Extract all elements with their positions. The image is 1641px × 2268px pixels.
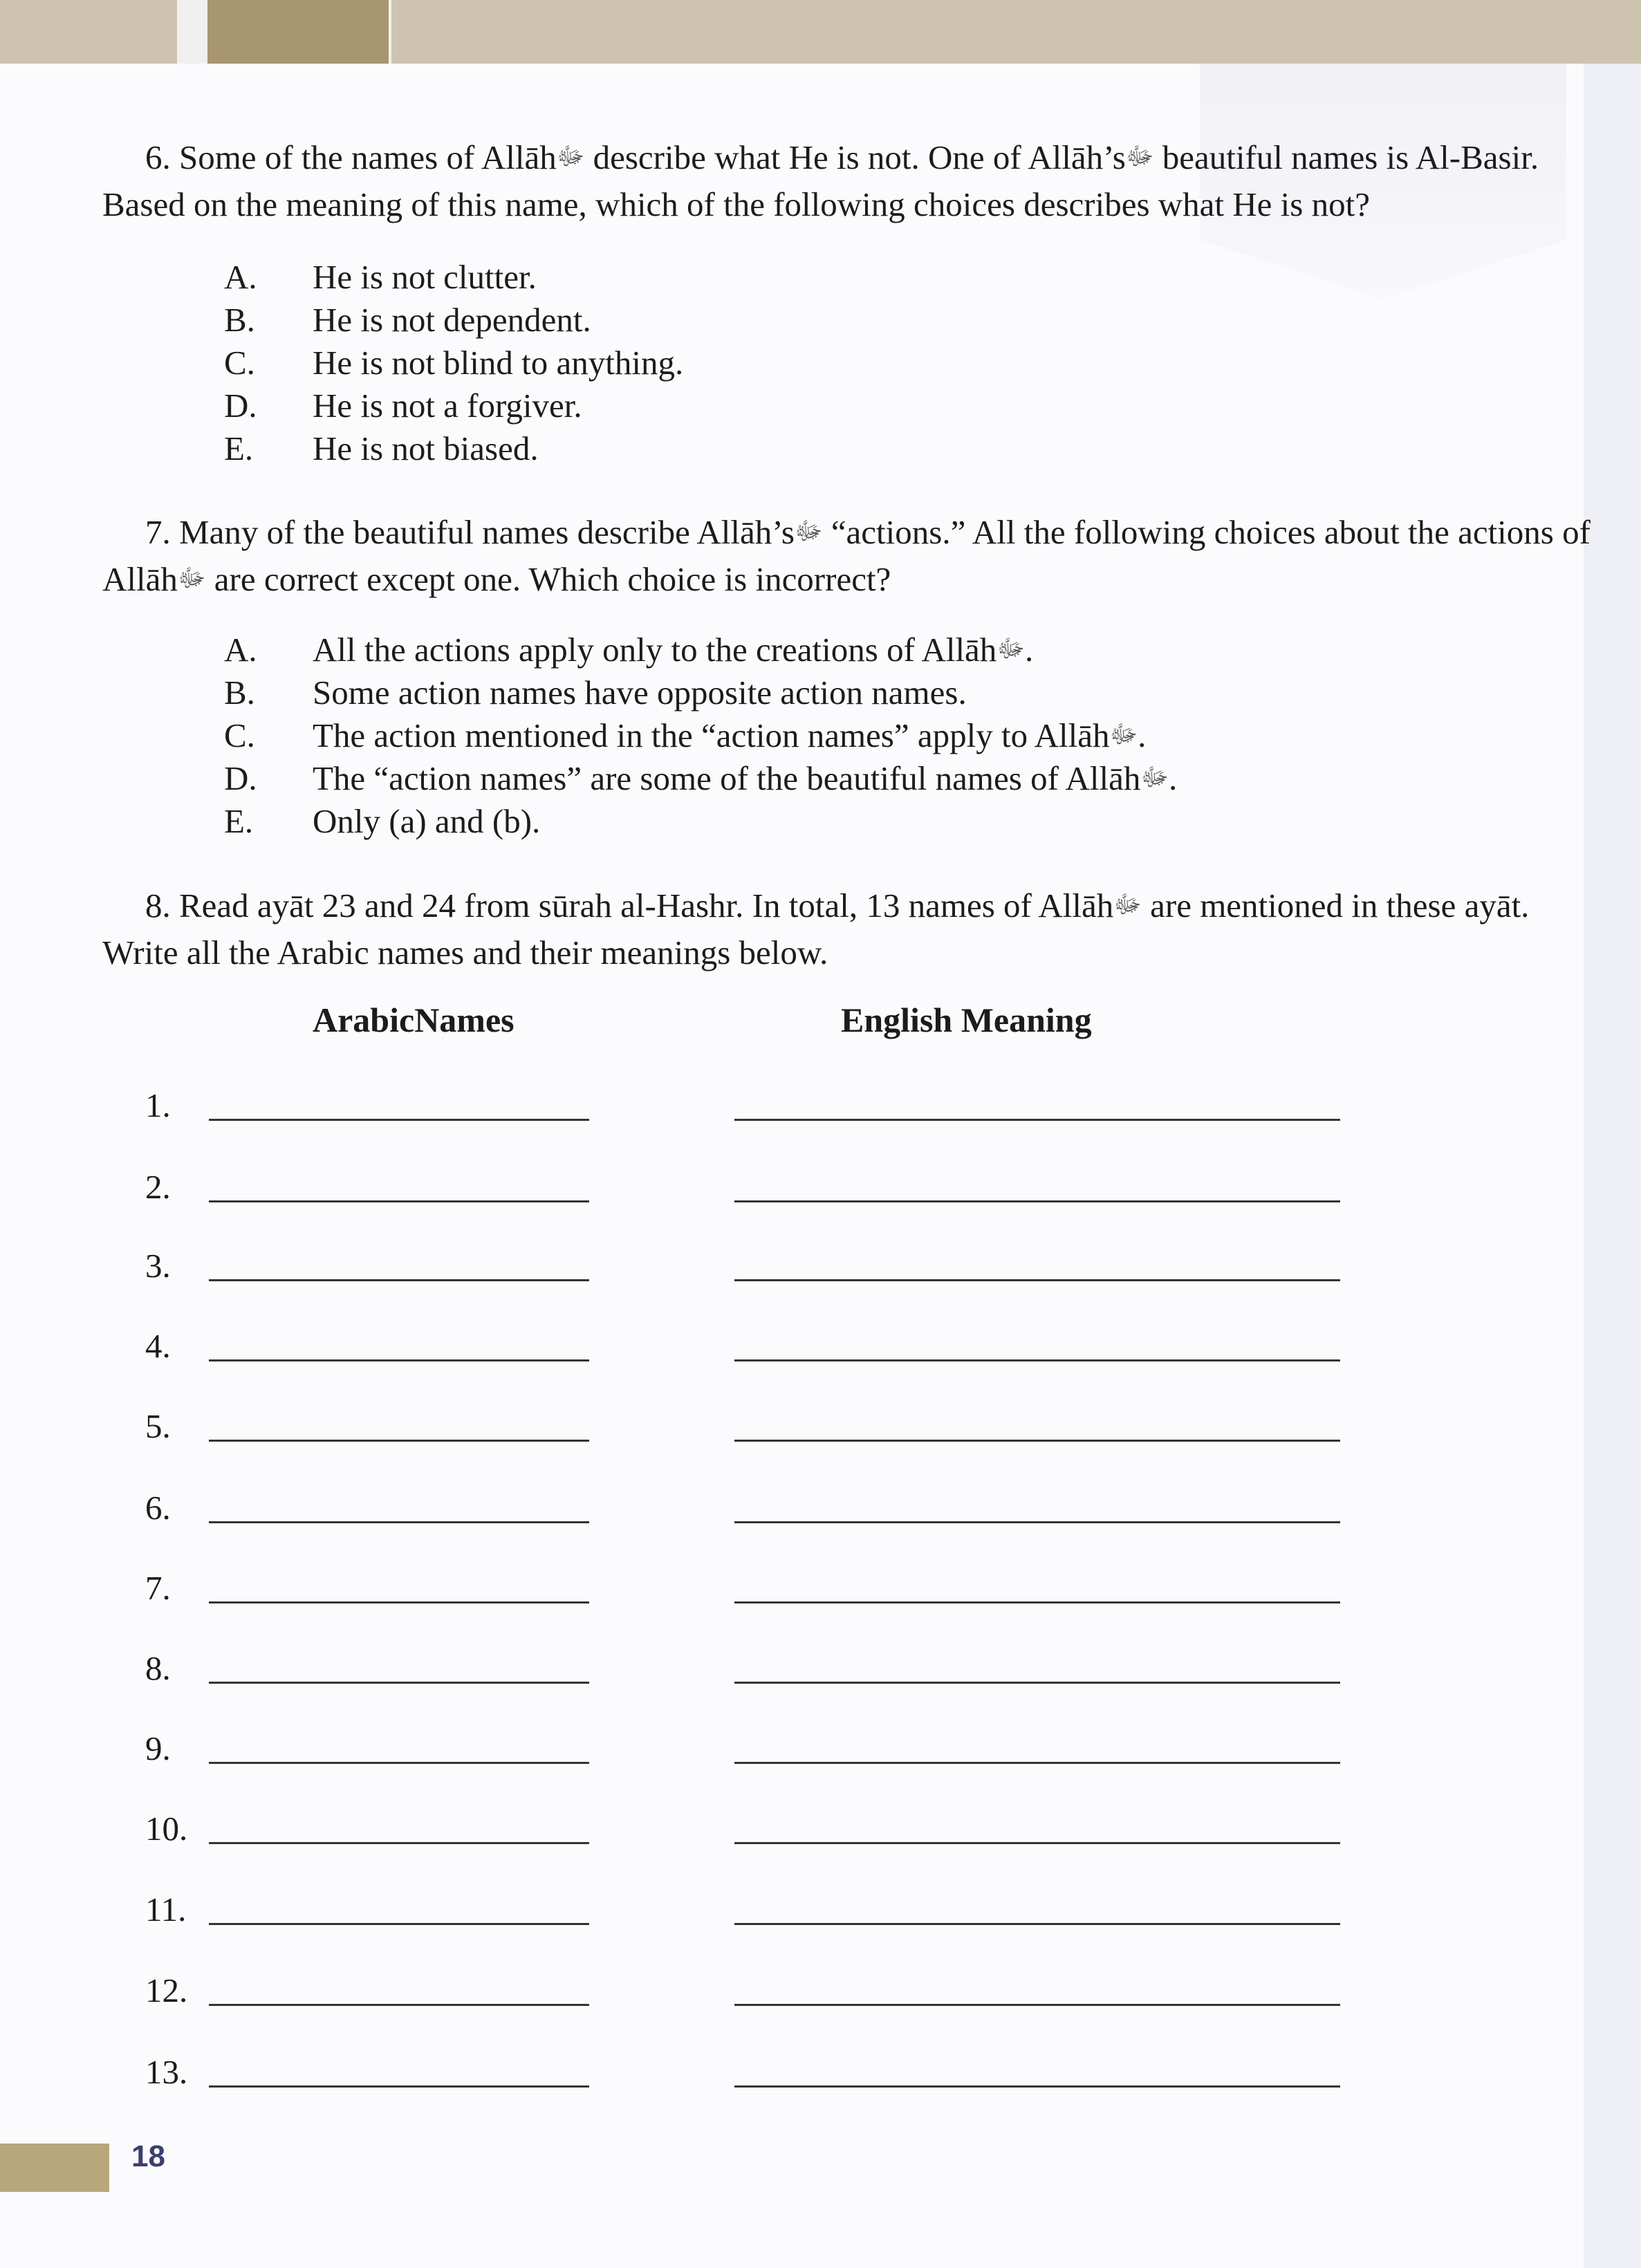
question-6-text bbox=[102, 136, 1624, 226]
option-b[interactable]: B. Some action names have opposite action names. bbox=[224, 673, 967, 712]
arabic-name-blank[interactable] bbox=[209, 2085, 589, 2088]
option-e[interactable]: E. Only (a) and (b). bbox=[224, 802, 541, 840]
arabic-name-blank[interactable] bbox=[209, 1762, 589, 1764]
english-meaning-blank[interactable] bbox=[734, 1440, 1340, 1442]
honorific-glyph: ﷻ bbox=[556, 142, 585, 170]
question-6-line-2: Based on the meaning of this name, which of the following choices describes what He is not? bbox=[102, 185, 1370, 223]
english-meaning-blank[interactable] bbox=[734, 1200, 1340, 1202]
column-header-english-meaning: English Meaning bbox=[841, 1001, 1092, 1039]
english-meaning-blank[interactable] bbox=[734, 1762, 1340, 1764]
english-meaning-blank[interactable] bbox=[734, 1521, 1340, 1523]
option-e[interactable]: E. He is not biased. bbox=[224, 429, 539, 467]
page-tab bbox=[0, 2144, 109, 2192]
arabic-name-blank[interactable] bbox=[209, 1682, 589, 1684]
answer-row-number: 5. bbox=[145, 1407, 171, 1445]
arabic-name-blank[interactable] bbox=[209, 1440, 589, 1442]
question-7-line-2: Allāhﷻ are correct except one. Which choice is incorrect? bbox=[102, 560, 891, 598]
answer-row-number: 11. bbox=[145, 1890, 187, 1928]
question-8-line-2: Write all the Arabic names and their meanings below. bbox=[102, 933, 828, 972]
english-meaning-blank[interactable] bbox=[734, 1682, 1340, 1684]
option-d[interactable]: D. He is not a forgiver. bbox=[224, 387, 582, 425]
question-8-text bbox=[102, 884, 1624, 974]
english-meaning-blank[interactable] bbox=[734, 1279, 1340, 1281]
english-meaning-blank[interactable] bbox=[734, 1359, 1340, 1361]
arabic-name-blank[interactable] bbox=[209, 2004, 589, 2006]
arabic-name-blank[interactable] bbox=[209, 1279, 589, 1281]
answer-row-number: 13. bbox=[145, 2053, 188, 2091]
option-b[interactable]: B. He is not dependent. bbox=[224, 301, 591, 339]
answer-row-number: 2. bbox=[145, 1168, 171, 1206]
answer-row-number: 7. bbox=[145, 1569, 171, 1607]
arabic-name-blank[interactable] bbox=[209, 1119, 589, 1121]
answer-row-number: 10. bbox=[145, 1810, 188, 1848]
top-bar-gap bbox=[389, 0, 391, 64]
english-meaning-blank[interactable] bbox=[734, 2004, 1340, 2006]
arabic-name-blank[interactable] bbox=[209, 1601, 589, 1604]
option-a[interactable]: A. All the actions apply only to the creations of Allāhﷻ. bbox=[224, 631, 1034, 669]
arabic-name-blank[interactable] bbox=[209, 1200, 589, 1202]
page-number: 18 bbox=[131, 2139, 165, 2173]
question-8-line-1: 8. Read ayāt 23 and 24 from sūrah al-Hashr. In total, 13 names of Allāhﷻ are mentioned in these ayāt. bbox=[145, 886, 1530, 924]
honorific-glyph: ﷻ bbox=[177, 564, 206, 592]
column-header-arabic-names: ArabicNames bbox=[313, 1001, 514, 1039]
option-a[interactable]: A. He is not clutter. bbox=[224, 258, 537, 296]
answer-row-number: 4. bbox=[145, 1327, 171, 1365]
arabic-name-blank[interactable] bbox=[209, 1842, 589, 1844]
top-decorative-bar bbox=[0, 0, 1641, 64]
honorific-glyph: ﷻ bbox=[1125, 142, 1154, 170]
arabic-name-blank[interactable] bbox=[209, 1359, 589, 1361]
option-c[interactable]: C. The action mentioned in the “action names” apply to Allāhﷻ. bbox=[224, 716, 1147, 754]
question-6-options bbox=[224, 256, 1538, 470]
answer-row-number: 12. bbox=[145, 1971, 188, 2009]
answer-row-number: 8. bbox=[145, 1649, 171, 1687]
top-bar-accent-block bbox=[207, 0, 389, 64]
option-d[interactable]: D. The “action names” are some of the beautiful names of Allāhﷻ. bbox=[224, 759, 1178, 797]
arabic-name-blank[interactable] bbox=[209, 1521, 589, 1523]
honorific-glyph: ﷻ bbox=[1140, 763, 1169, 791]
english-meaning-blank[interactable] bbox=[734, 1923, 1340, 1925]
english-meaning-blank[interactable] bbox=[734, 2085, 1340, 2088]
english-meaning-blank[interactable] bbox=[734, 1842, 1340, 1844]
question-7-options bbox=[224, 629, 1538, 843]
question-7-line-1: 7. Many of the beautiful names describe Allāh’sﷻ “actions.” All the following choices about the actions of bbox=[145, 513, 1591, 551]
honorific-glyph: ﷻ bbox=[1109, 721, 1138, 748]
question-6-line-1: 6. Some of the names of Allāhﷻ describe what He is not. One of Allāh’sﷻ beautiful names is Al-Basir. bbox=[145, 138, 1539, 176]
question-7-text bbox=[102, 510, 1624, 604]
answer-row-number: 3. bbox=[145, 1247, 171, 1285]
option-c[interactable]: C. He is not blind to anything. bbox=[224, 344, 684, 382]
top-bar-gap bbox=[177, 0, 207, 64]
answer-row-number: 6. bbox=[145, 1489, 171, 1527]
honorific-glyph: ﷻ bbox=[1113, 891, 1142, 918]
english-meaning-blank[interactable] bbox=[734, 1601, 1340, 1604]
honorific-glyph: ﷻ bbox=[794, 517, 823, 545]
honorific-glyph: ﷻ bbox=[996, 635, 1025, 662]
english-meaning-blank[interactable] bbox=[734, 1119, 1340, 1121]
arabic-name-blank[interactable] bbox=[209, 1923, 589, 1925]
answer-row-number: 9. bbox=[145, 1729, 171, 1767]
answer-row-number: 1. bbox=[145, 1086, 171, 1124]
page-edge-shadow bbox=[1584, 64, 1641, 2268]
